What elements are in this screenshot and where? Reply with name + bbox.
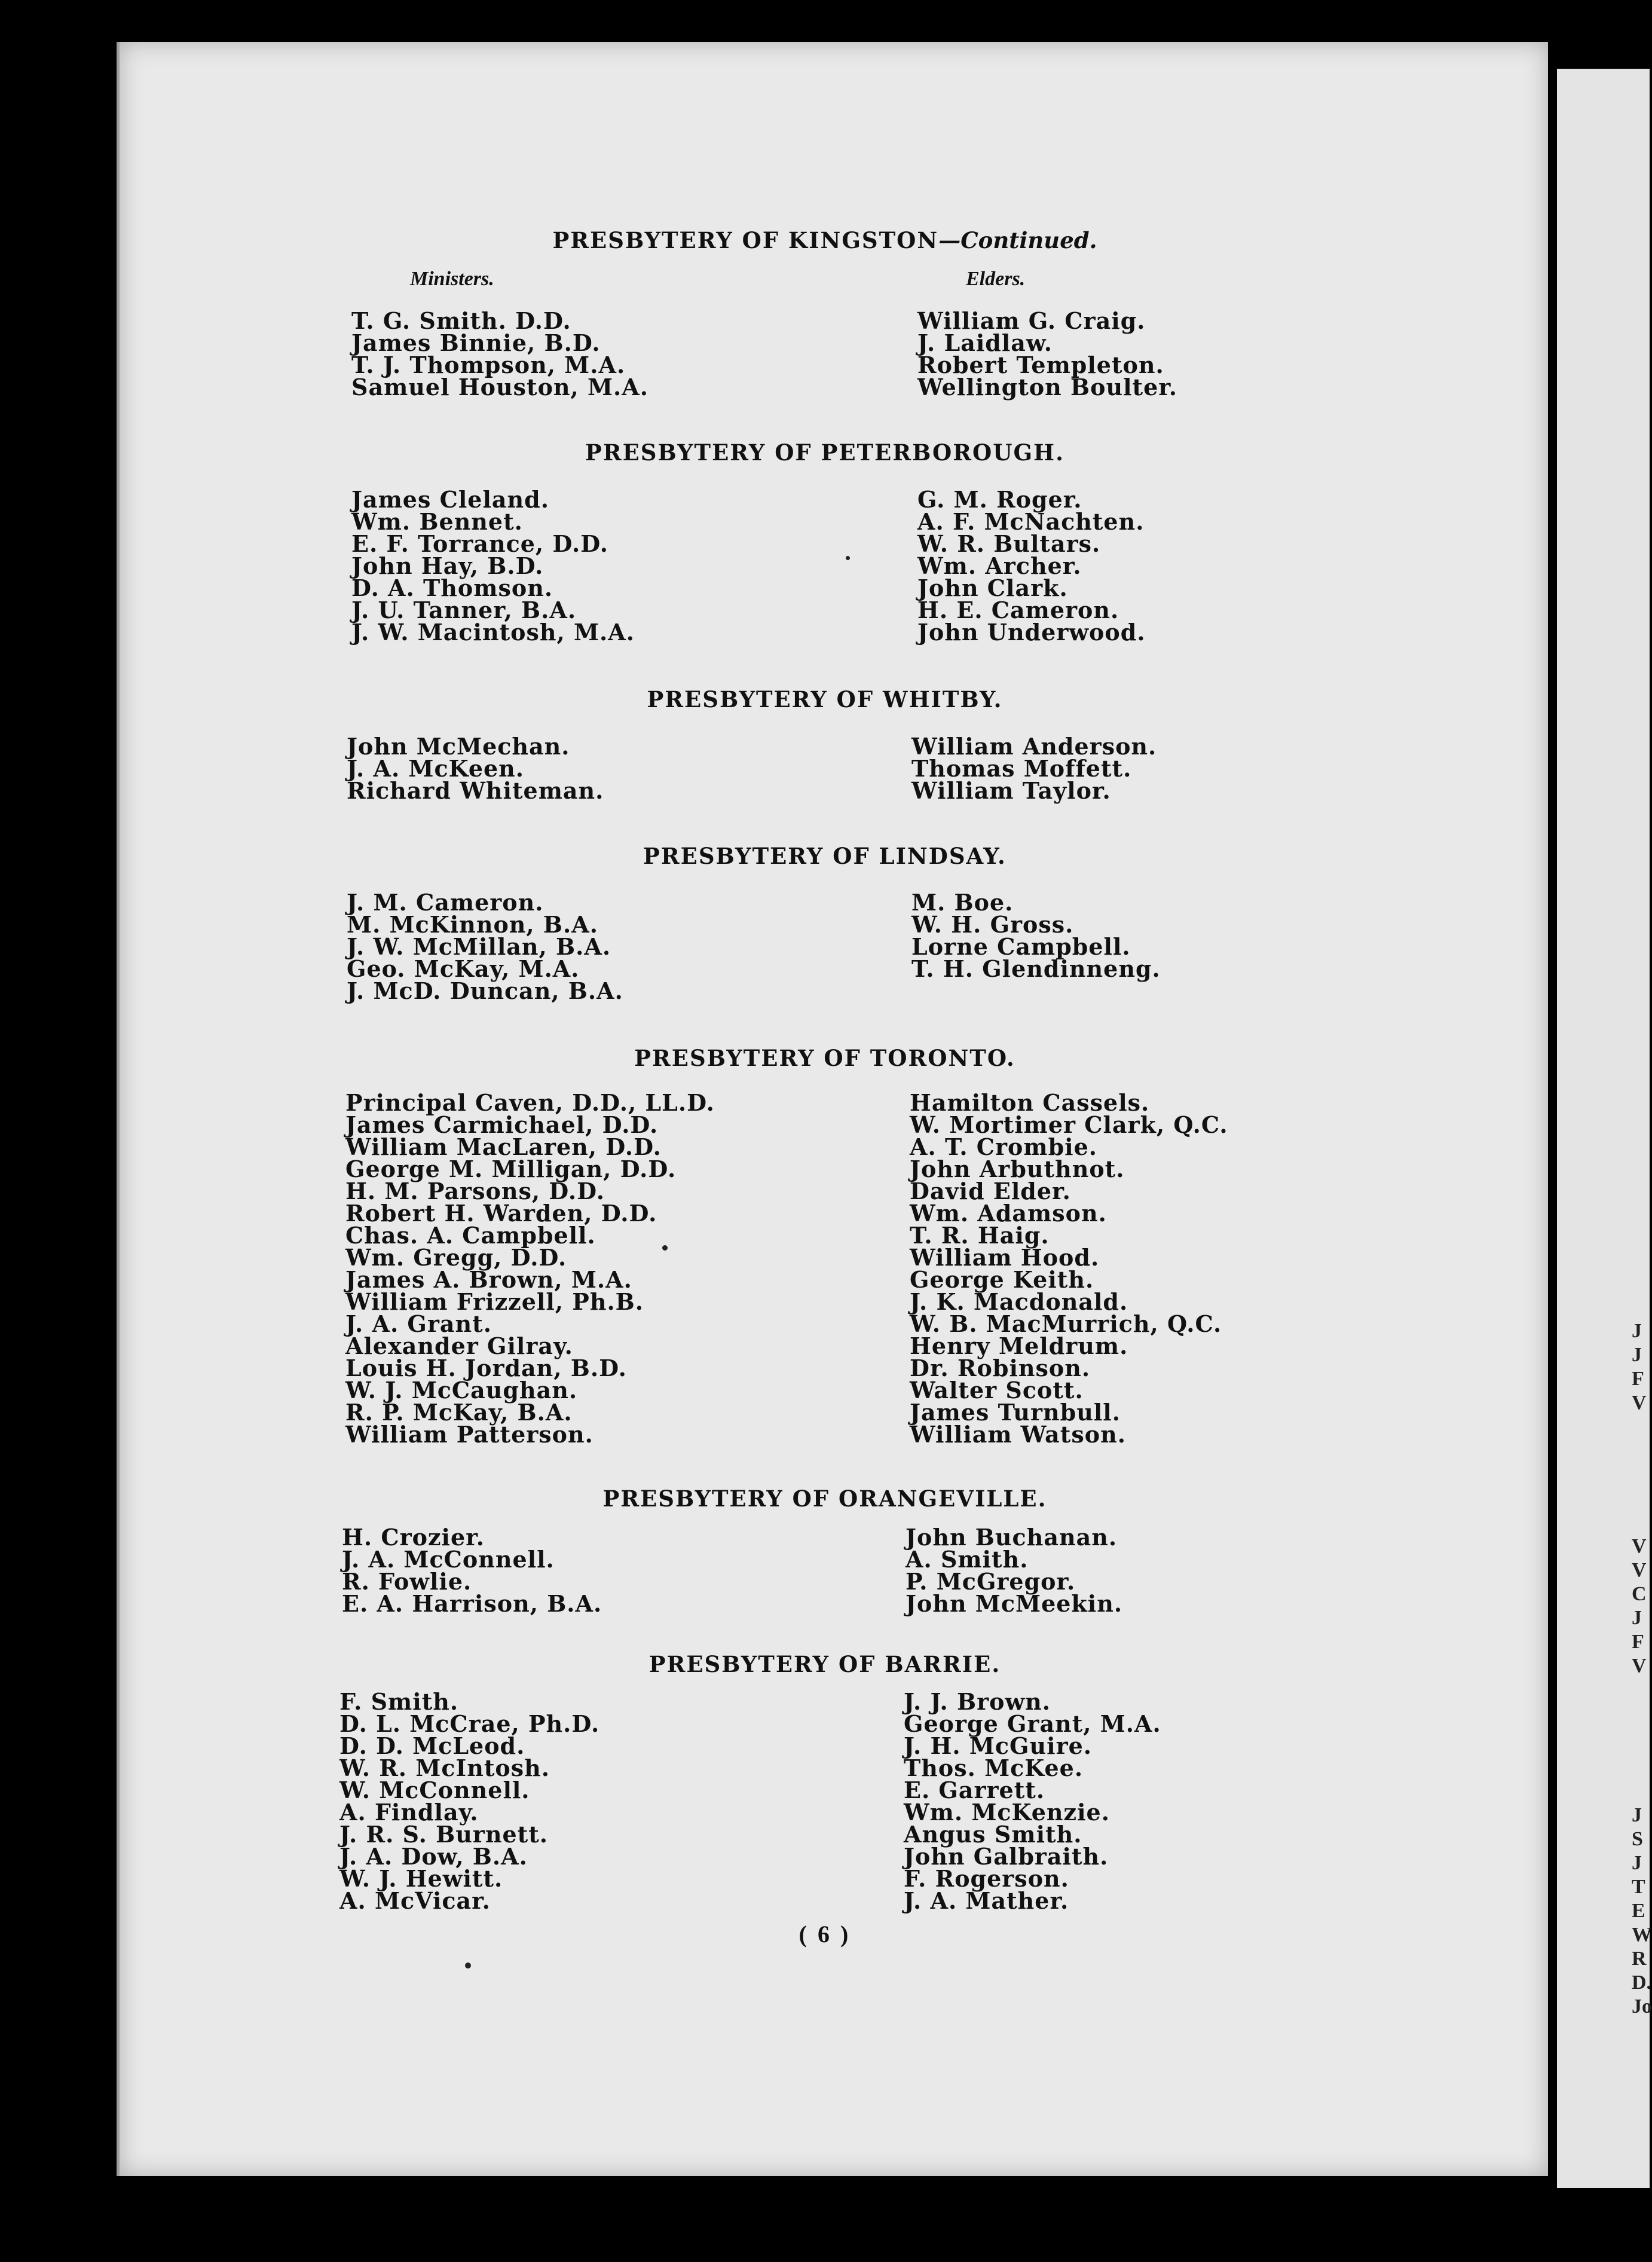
- minister-name: William Patterson.: [345, 1421, 594, 1448]
- elder-name: David Elder.: [910, 1178, 1071, 1205]
- section-title: PRESBYTERY OF KINGSTON: [552, 227, 939, 253]
- minister-name: T. G. Smith. D.D.: [351, 307, 571, 334]
- ministers-list: [345, 1089, 715, 1448]
- minister-name: J. A. McConnell.: [342, 1546, 555, 1573]
- minister-name: D. D. McLeod.: [339, 1732, 525, 1759]
- minister-name: Louis H. Jordan, B.D.: [345, 1355, 627, 1381]
- elder-name: John Galbraith.: [904, 1843, 1109, 1870]
- minister-name: J. McD. Duncan, B.A.: [347, 977, 623, 1004]
- elder-name: A. Smith.: [905, 1546, 1029, 1573]
- minister-name: J. W. McMillan, B.A.: [347, 933, 611, 960]
- minister-name: A. Findlay.: [339, 1799, 479, 1826]
- elder-name: Wellington Boulter.: [917, 374, 1178, 401]
- elder-name: Henry Meldrum.: [910, 1332, 1128, 1359]
- minister-name: W. McConnell.: [339, 1777, 530, 1804]
- minister-name: J. W. Macintosh, M.A.: [351, 619, 635, 646]
- elder-name: George Grant, M.A.: [904, 1710, 1161, 1737]
- ministers-list: [342, 1526, 602, 1615]
- elder-name: Wm. McKenzie.: [904, 1799, 1110, 1826]
- elders-list: [910, 1089, 1228, 1448]
- elder-name: W. H. Gross.: [911, 911, 1074, 938]
- minister-name: W. J. McCaughan.: [345, 1377, 578, 1404]
- minister-name: Principal Caven, D.D., LL.D.: [345, 1089, 715, 1116]
- adjacent-page-letter: J: [1632, 1607, 1642, 1629]
- minister-name: E. F. Torrance, D.D.: [351, 530, 609, 557]
- section-heading-whitby: PRESBYTERY OF WHITBY.: [647, 686, 1003, 713]
- minister-name: R. Fowlie.: [342, 1568, 472, 1595]
- minister-name: James Cleland.: [351, 486, 549, 513]
- minister-name: Richard Whiteman.: [347, 777, 604, 804]
- elder-name: Angus Smith.: [904, 1821, 1082, 1848]
- elder-name: J. H. McGuire.: [904, 1732, 1092, 1759]
- adjacent-page-letter: J: [1632, 1804, 1642, 1826]
- elders-list: [911, 891, 1161, 980]
- minister-name: Robert H. Warden, D.D.: [345, 1200, 657, 1227]
- minister-name: J. A. McKeen.: [347, 755, 525, 782]
- adjacent-page-letter: J: [1632, 1344, 1642, 1366]
- minister-name: J. A. Dow, B.A.: [339, 1843, 528, 1870]
- elder-name: M. Boe.: [911, 889, 1014, 916]
- adjacent-page-letter: V: [1632, 1655, 1647, 1677]
- elder-name: William Watson.: [910, 1421, 1126, 1448]
- adjacent-page-letter: E: [1632, 1900, 1645, 1922]
- adjacent-page-letter: F: [1632, 1631, 1644, 1653]
- elder-name: Wm. Archer.: [917, 552, 1082, 579]
- elder-name: W. Mortimer Clark, Q.C.: [910, 1111, 1228, 1138]
- elder-name: John Clark.: [917, 574, 1068, 601]
- elder-name: James Turnbull.: [910, 1399, 1121, 1426]
- ministers-list: [347, 735, 604, 802]
- minister-name: H. Crozier.: [342, 1524, 485, 1551]
- elder-name: A. T. Crombie.: [910, 1133, 1098, 1160]
- minister-name: Wm. Bennet.: [351, 508, 523, 535]
- minister-name: J. M. Cameron.: [347, 889, 544, 916]
- section-heading-barrie: PRESBYTERY OF BARRIE.: [648, 1651, 1001, 1677]
- ministers-list: [347, 891, 623, 1002]
- elder-name: T. R. Haig.: [910, 1222, 1050, 1249]
- elder-name: F. Rogerson.: [904, 1865, 1069, 1892]
- adjacent-page-letter: J: [1632, 1320, 1642, 1342]
- elders-list: [911, 735, 1157, 802]
- adjacent-page-letter: C: [1632, 1583, 1647, 1605]
- adjacent-page-letter: V: [1632, 1559, 1647, 1581]
- adjacent-page-letter: V: [1632, 1535, 1647, 1557]
- adjacent-page-letter: Jo: [1632, 1995, 1652, 2018]
- elder-name: P. McGregor.: [905, 1568, 1076, 1595]
- elder-name: H. E. Cameron.: [917, 597, 1119, 623]
- adjacent-page-letter: D.: [1632, 1971, 1652, 1994]
- elder-name: Thos. McKee.: [904, 1754, 1084, 1781]
- adjacent-page-letter: F: [1632, 1368, 1644, 1390]
- section-title-suffix: —Continued.: [938, 227, 1097, 253]
- minister-name: James A. Brown, M.A.: [345, 1266, 632, 1293]
- elder-name: T. H. Glendinneng.: [911, 955, 1161, 982]
- adjacent-page-letter: W: [1632, 1924, 1652, 1946]
- elder-name: J. J. Brown.: [904, 1688, 1051, 1715]
- elder-name: Hamilton Cassels.: [910, 1089, 1150, 1116]
- elders-list: [904, 1688, 1161, 1914]
- minister-name: F. Smith.: [339, 1688, 459, 1715]
- minister-name: George M. Milligan, D.D.: [345, 1156, 677, 1182]
- elder-name: Robert Templeton.: [917, 351, 1164, 378]
- minister-name: W. J. Hewitt.: [339, 1865, 503, 1892]
- elder-name: John Arbuthnot.: [910, 1156, 1125, 1182]
- minister-name: J. U. Tanner, B.A.: [351, 597, 577, 623]
- elder-name: G. M. Roger.: [917, 486, 1082, 513]
- elder-name: W. B. MacMurrich, Q.C.: [910, 1310, 1222, 1337]
- elder-name: John McMeekin.: [905, 1590, 1123, 1617]
- elder-name: John Underwood.: [917, 619, 1146, 646]
- minister-name: William MacLaren, D.D.: [345, 1133, 662, 1160]
- ministers-list: [351, 486, 635, 646]
- elder-name: Lorne Campbell.: [911, 933, 1131, 960]
- elder-name: J. K. Macdonald.: [910, 1288, 1128, 1315]
- elder-name: J. Laidlaw.: [917, 329, 1053, 356]
- minister-name: Chas. A. Campbell.: [345, 1222, 596, 1249]
- minister-name: J. A. Grant.: [345, 1310, 492, 1337]
- minister-name: A. McVicar.: [339, 1887, 491, 1914]
- minister-name: J. R. S. Burnett.: [339, 1821, 548, 1848]
- elder-name: George Keith.: [910, 1266, 1094, 1293]
- minister-name: D. L. McCrae, Ph.D.: [339, 1710, 600, 1737]
- elder-name: William Taylor.: [911, 777, 1111, 804]
- section-heading-lindsay: PRESBYTERY OF LINDSAY.: [643, 843, 1007, 869]
- minister-name: W. R. McIntosh.: [339, 1754, 550, 1781]
- minister-name: Wm. Gregg, D.D.: [345, 1244, 567, 1271]
- elders-column-header: Elders.: [966, 268, 1026, 290]
- adjacent-page-letter: S: [1632, 1828, 1643, 1850]
- minister-name: Alexander Gilray.: [345, 1332, 573, 1359]
- ink-speck: [846, 556, 850, 560]
- minister-name: John McMechan.: [347, 733, 570, 760]
- ministers-list: [339, 1688, 600, 1914]
- adjacent-page-letter: R: [1632, 1948, 1647, 1970]
- elder-name: W. R. Bultars.: [917, 530, 1101, 557]
- elder-name: Walter Scott.: [910, 1377, 1084, 1404]
- section-heading-orangeville: PRESBYTERY OF ORANGEVILLE.: [602, 1485, 1047, 1512]
- minister-name: John Hay, B.D.: [351, 552, 544, 579]
- minister-name: William Frizzell, Ph.B.: [345, 1288, 644, 1315]
- adjacent-page-letter: V: [1632, 1392, 1647, 1414]
- minister-name: R. P. McKay, B.A.: [345, 1399, 573, 1426]
- section-heading-toronto: PRESBYTERY OF TORONTO.: [634, 1045, 1015, 1071]
- minister-name: James Carmichael, D.D.: [345, 1111, 659, 1138]
- elders-list: [905, 1526, 1122, 1615]
- elder-name: John Buchanan.: [905, 1524, 1118, 1551]
- minister-name: Geo. McKay, M.A.: [347, 955, 580, 982]
- ministers-column-header: Ministers.: [410, 268, 494, 290]
- minister-name: T. J. Thompson, M.A.: [351, 351, 626, 378]
- elder-name: William Hood.: [910, 1244, 1100, 1271]
- minister-name: H. M. Parsons, D.D.: [345, 1178, 605, 1205]
- ministers-list: [351, 307, 649, 401]
- page-number: ( 6 ): [799, 1921, 851, 1948]
- ink-speck: [662, 1245, 668, 1251]
- elders-list: [917, 307, 1178, 401]
- elder-name: E. Garrett.: [904, 1777, 1045, 1804]
- elder-name: Thomas Moffett.: [911, 755, 1132, 782]
- elder-name: A. F. McNachten.: [917, 508, 1145, 535]
- adjacent-page-letter: T: [1632, 1876, 1645, 1898]
- adjacent-page-letter: J: [1632, 1852, 1642, 1874]
- elder-name: Dr. Robinson.: [910, 1355, 1091, 1381]
- minister-name: M. McKinnon, B.A.: [347, 911, 598, 938]
- ink-speck: [465, 1963, 471, 1968]
- elders-list: [917, 486, 1146, 646]
- section-heading-peterborough: PRESBYTERY OF PETERBOROUGH.: [585, 439, 1064, 466]
- minister-name: D. A. Thomson.: [351, 574, 553, 601]
- elder-name: William Anderson.: [911, 733, 1157, 760]
- section-heading-kingston: [0, 227, 1650, 253]
- minister-name: Samuel Houston, M.A.: [351, 374, 649, 401]
- elder-name: J. A. Mather.: [904, 1887, 1069, 1914]
- elder-name: Wm. Adamson.: [910, 1200, 1107, 1227]
- elder-name: William G. Craig.: [917, 307, 1146, 334]
- minister-name: E. A. Harrison, B.A.: [342, 1590, 602, 1617]
- minister-name: James Binnie, B.D.: [351, 329, 601, 356]
